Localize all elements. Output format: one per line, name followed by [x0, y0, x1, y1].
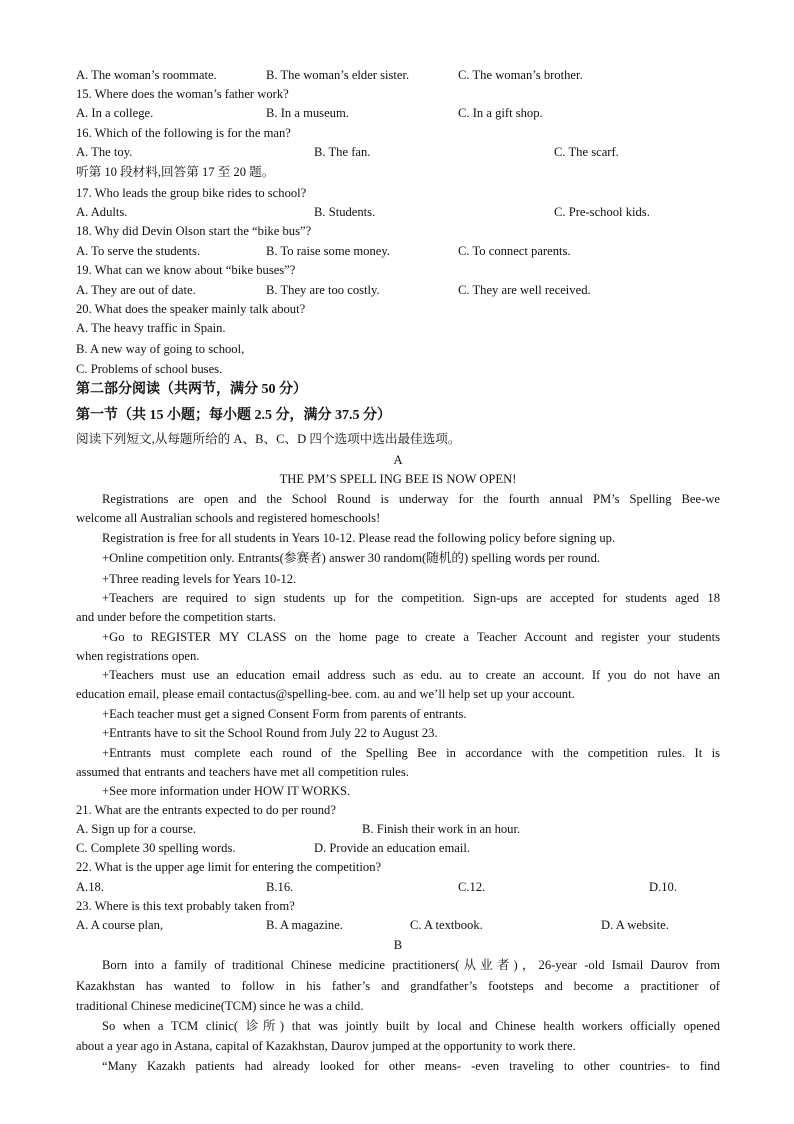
option: C. Problems of school buses. [76, 362, 223, 376]
passage-line: +Entrants have to sit the School Round from July 22 to August 23. [102, 726, 438, 740]
q18-options [76, 242, 720, 261]
passage-line: +See more information under HOW IT WORKS. [102, 784, 351, 798]
option: B. Finish their work in an hour. [362, 822, 521, 836]
q23-options [76, 916, 720, 935]
question: 15. Where does the woman’s father work? [76, 87, 289, 101]
option: B. They are too costly. [266, 283, 380, 297]
q21-options-2 [76, 839, 720, 858]
option: D.10. [649, 880, 677, 894]
option: A. They are out of date. [76, 283, 196, 297]
passage-line: +Teachers must use an education email address such as edu. au to create an account. If you do not have an [102, 668, 720, 682]
q14-options [76, 66, 720, 85]
section-instruction: 阅读下列短文,从每题所给的 A、B、C、D 四个选项中选出最佳选项。 [76, 432, 461, 446]
passage-line: Registration is free for all students in Years 10-12. Please read the following policy before signing up. [102, 531, 616, 545]
q22-options [76, 878, 720, 897]
option: A. In a college. [76, 106, 154, 120]
passage-line: and under before the competition starts. [76, 610, 277, 624]
option: B. To raise some money. [266, 244, 390, 258]
option: C. To connect parents. [458, 244, 571, 258]
section-heading: 第一节（共 15 小题；每小题 2.5 分，满分 37.5 分） [76, 408, 391, 423]
passage-line: “Many Kazakh patients had already looked for other means- -even traveling to other countries- to find [102, 1059, 720, 1073]
option: C. They are well received. [458, 283, 591, 297]
question: 19. What can we know about “bike buses”? [76, 263, 296, 277]
option: D. Provide an education email. [314, 841, 470, 855]
option: A. The toy. [76, 145, 133, 159]
option: C.12. [458, 880, 486, 894]
option: A. Adults. [76, 205, 128, 219]
option: B. The woman’s elder sister. [266, 68, 410, 82]
option: C. The woman’s brother. [458, 68, 583, 82]
passage-line: So when a TCM clinic( 诊所) that was jointly built by local and Chinese health workers officially opened [102, 1019, 720, 1033]
option: B. A new way of going to school, [76, 342, 245, 356]
question: 20. What does the speaker mainly talk about? [76, 302, 306, 316]
option: A. The woman’s roommate. [76, 68, 217, 82]
q17-options [76, 203, 720, 222]
q19-options [76, 281, 720, 300]
q21-options [76, 820, 720, 839]
passage-line: Registrations are open and the School Round is underway for the fourth annual PM’s Spelling Bee-we [102, 492, 720, 506]
option: B. A magazine. [266, 918, 343, 932]
passage-line: Kazakhstan has wanted to follow in his father’s and grandfather’s footsteps and become a practitioner of [76, 979, 720, 993]
option: C. In a gift shop. [458, 106, 543, 120]
option: B. In a museum. [266, 106, 349, 120]
option: A. To serve the students. [76, 244, 201, 258]
passage-line: +Entrants must complete each round of the Spelling Bee in accordance with the competition rules. It is [102, 746, 720, 760]
passage-line: education email, please email contactus@spelling-bee. com. au and we’ll help set up your account. [76, 687, 575, 701]
passage-line: welcome all Australian schools and registered homeschools! [76, 511, 381, 525]
passage-title: THE PM’S SPELL ING BEE IS NOW OPEN! [279, 472, 517, 486]
passage-line: assumed that entrants and teachers have met all competition rules. [76, 765, 409, 779]
passage-line: +Teachers are required to sign students up for the competition. Sign-ups are accepted for students aged 18 [102, 591, 720, 605]
q16-options [76, 143, 720, 162]
question: 21. What are the entrants expected to do per round? [76, 803, 336, 817]
passage-label: A [393, 453, 403, 467]
passage-line: traditional Chinese medicine(TCM) since he was a child. [76, 999, 364, 1013]
option: D. A website. [601, 918, 669, 932]
section-instruction: 听第 10 段材料,回答第 17 至 20 题。 [76, 165, 275, 179]
option: A.18. [76, 880, 104, 894]
passage-line: about a year ago in Astana, capital of Kazakhstan, Daurov jumped at the opportunity to work there. [76, 1039, 576, 1053]
passage-line: Born into a family of traditional Chinese medicine practitioners(从业者)，26-year -old Ismail Daurov from [102, 958, 720, 972]
passage-line: +Three reading levels for Years 10-12. [102, 572, 297, 586]
option: B. Students. [314, 205, 376, 219]
option: B. The fan. [314, 145, 371, 159]
option: A. Sign up for a course. [76, 822, 196, 836]
passage-line: +Go to REGISTER MY CLASS on the home page to create a Teacher Account and register your students [102, 630, 720, 644]
option: C. Pre-school kids. [554, 205, 650, 219]
question: 23. Where is this text probably taken from? [76, 899, 295, 913]
passage-line: +Online competition only. Entrants(参赛者) answer 30 random(随机的) spelling words per round. [102, 551, 601, 565]
question: 18. Why did Devin Olson start the “bike bus”? [76, 224, 312, 238]
question: 16. Which of the following is for the man? [76, 126, 291, 140]
option: A. A course plan, [76, 918, 164, 932]
option: B.16. [266, 880, 294, 894]
passage-line: +Each teacher must get a signed Consent Form from parents of entrants. [102, 707, 467, 721]
passage-label: B [393, 938, 403, 952]
question: 22. What is the upper age limit for entering the competition? [76, 860, 382, 874]
option: C. A textbook. [410, 918, 483, 932]
option: C. The scarf. [554, 145, 619, 159]
option: C. Complete 30 spelling words. [76, 841, 236, 855]
part-heading: 第二部分阅读（共两节，满分 50 分） [76, 382, 307, 397]
option: A. The heavy traffic in Spain. [76, 321, 226, 335]
question: 17. Who leads the group bike rides to school? [76, 186, 307, 200]
passage-line: when registrations open. [76, 649, 200, 663]
q15-options [76, 104, 720, 123]
